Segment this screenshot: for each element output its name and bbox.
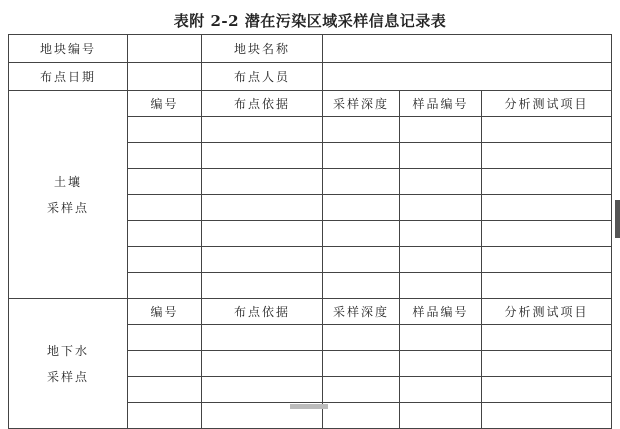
table-cell[interactable] [323, 377, 400, 403]
table-cell[interactable] [202, 221, 323, 247]
date-field[interactable] [128, 63, 202, 91]
table-cell[interactable] [400, 403, 482, 429]
table-cell[interactable] [323, 351, 400, 377]
table-cell[interactable] [128, 117, 202, 143]
table-cell[interactable] [482, 117, 612, 143]
table-cell[interactable] [482, 403, 612, 429]
table-cell[interactable] [128, 195, 202, 221]
table-cell[interactable] [128, 169, 202, 195]
table-cell[interactable] [202, 143, 323, 169]
table-cell[interactable] [128, 247, 202, 273]
table-cell[interactable] [400, 273, 482, 299]
form-title: 表附 2-2 潜在污染区域采样信息记录表 [173, 12, 447, 30]
table-cell[interactable] [400, 143, 482, 169]
table-cell[interactable] [202, 169, 323, 195]
table-cell[interactable] [323, 403, 400, 429]
staff-label: 布点人员 [202, 63, 323, 91]
col-header-analysis: 分析测试项目 [482, 299, 612, 325]
date-label: 布点日期 [9, 63, 128, 91]
table-cell[interactable] [400, 351, 482, 377]
soil-section-label [9, 91, 128, 299]
table-cell[interactable] [202, 117, 323, 143]
col-header-depth: 采样深度 [323, 299, 400, 325]
table-cell[interactable] [202, 195, 323, 221]
table-cell[interactable] [482, 273, 612, 299]
table-cell[interactable] [482, 351, 612, 377]
table-cell[interactable] [128, 143, 202, 169]
table-cell[interactable] [482, 143, 612, 169]
table-cell[interactable] [482, 169, 612, 195]
soil-label-line2: 采样点 [46, 200, 89, 215]
scroll-handle[interactable] [615, 200, 620, 238]
staff-field[interactable] [323, 63, 612, 91]
col-header-number: 编号 [128, 91, 202, 117]
table-cell[interactable] [482, 377, 612, 403]
plot-number-label: 地块编号 [9, 35, 128, 63]
col-header-sample-id: 样品编号 [400, 299, 482, 325]
table-cell[interactable] [323, 195, 400, 221]
table-cell[interactable] [202, 273, 323, 299]
col-header-basis: 布点依据 [202, 299, 323, 325]
plot-name-label: 地块名称 [202, 35, 323, 63]
soil-label-line1: 土壤 [53, 174, 82, 189]
plot-number-field[interactable] [128, 35, 202, 63]
table-cell[interactable] [128, 403, 202, 429]
col-header-sample-id: 样品编号 [400, 91, 482, 117]
col-header-analysis: 分析测试项目 [482, 91, 612, 117]
table-cell[interactable] [482, 221, 612, 247]
table-cell[interactable] [323, 169, 400, 195]
table-cell[interactable] [482, 325, 612, 351]
table-cell[interactable] [400, 195, 482, 221]
table-cell[interactable] [482, 195, 612, 221]
col-header-number: 编号 [128, 299, 202, 325]
table-cell[interactable] [400, 377, 482, 403]
groundwater-label-line1: 地下水 [46, 343, 89, 358]
table-cell[interactable] [202, 325, 323, 351]
table-cell[interactable] [323, 273, 400, 299]
table-cell[interactable] [400, 325, 482, 351]
table-cell[interactable] [128, 273, 202, 299]
table-cell[interactable] [202, 377, 323, 403]
groundwater-section-label [9, 299, 128, 429]
col-header-basis: 布点依据 [202, 91, 323, 117]
table-cell[interactable] [323, 221, 400, 247]
table-cell[interactable] [323, 143, 400, 169]
table-cell[interactable] [128, 351, 202, 377]
table-cell[interactable] [128, 221, 202, 247]
plot-name-field[interactable] [323, 35, 612, 63]
resize-handle[interactable] [290, 404, 328, 409]
table-cell[interactable] [323, 247, 400, 273]
groundwater-label-line2: 采样点 [46, 369, 89, 384]
table-cell[interactable] [323, 117, 400, 143]
table-cell[interactable] [202, 351, 323, 377]
col-header-depth: 采样深度 [323, 91, 400, 117]
table-cell[interactable] [128, 325, 202, 351]
table-cell[interactable] [400, 169, 482, 195]
sampling-record-table [8, 34, 612, 429]
table-cell[interactable] [323, 325, 400, 351]
table-cell[interactable] [400, 221, 482, 247]
table-cell[interactable] [202, 247, 323, 273]
table-cell[interactable] [400, 247, 482, 273]
table-cell[interactable] [400, 117, 482, 143]
table-cell[interactable] [482, 247, 612, 273]
table-cell[interactable] [128, 377, 202, 403]
